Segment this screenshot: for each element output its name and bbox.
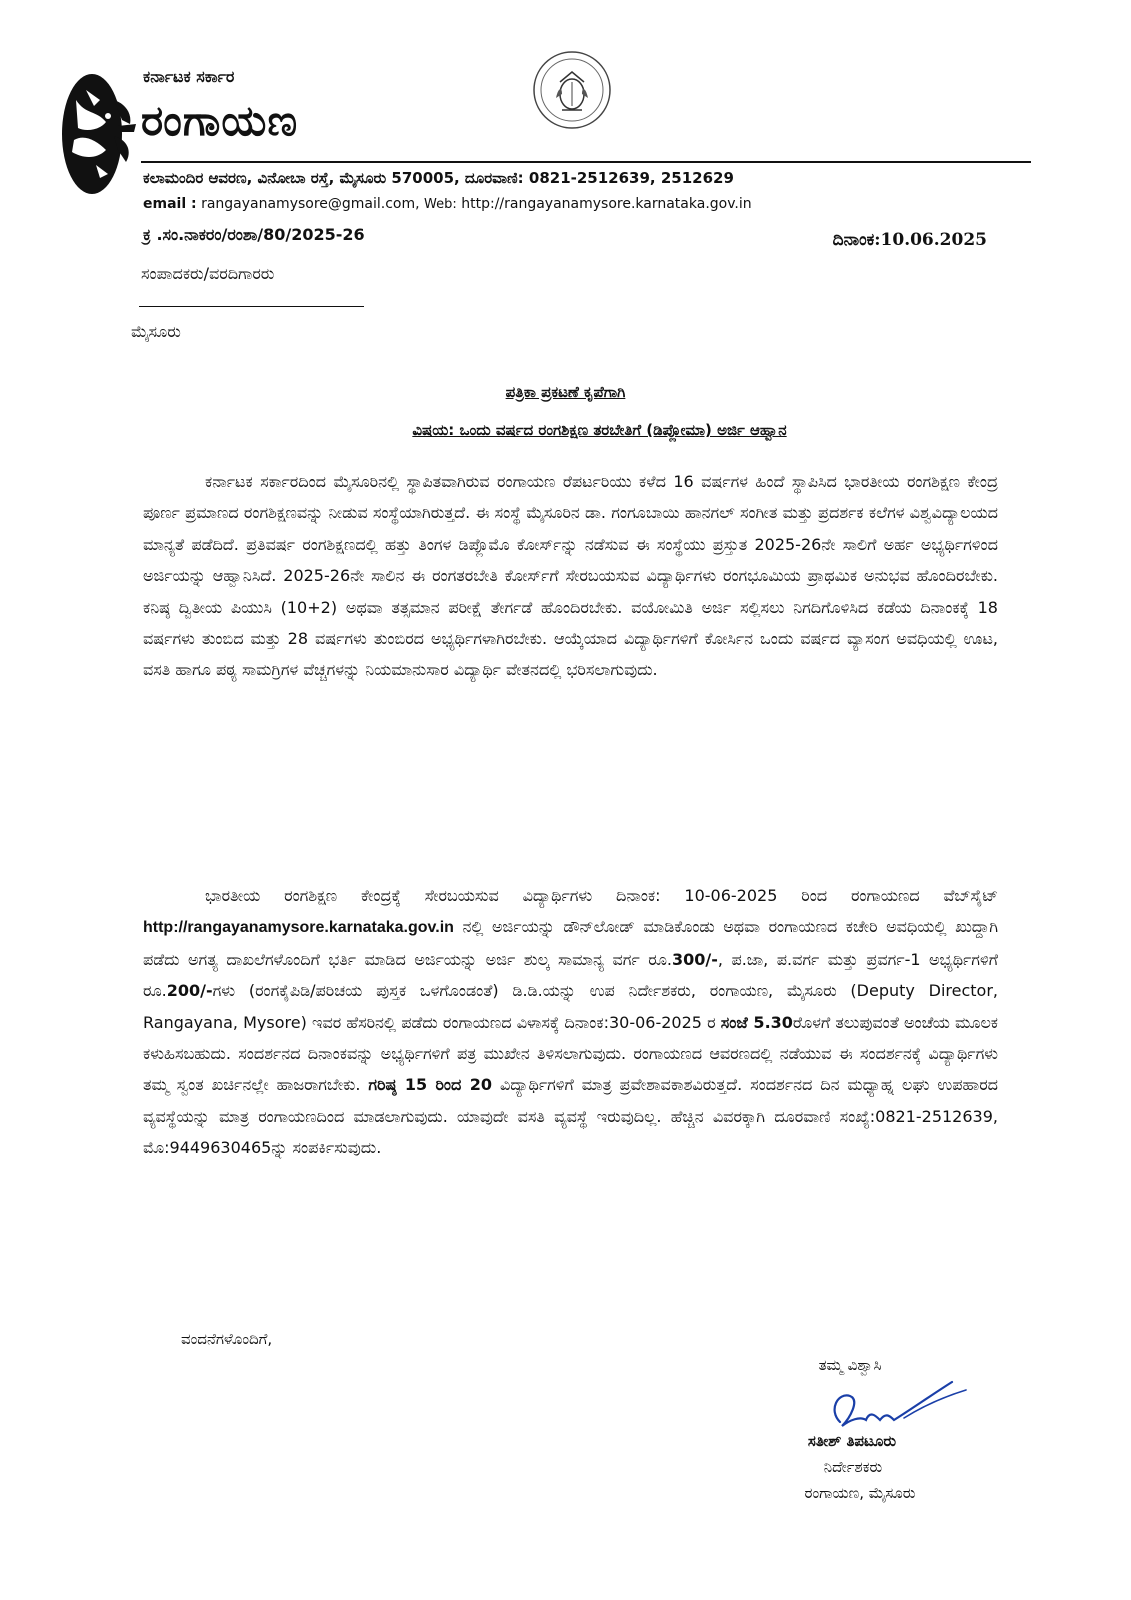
reference-number: ಕ್ರ .ಸಂ.ನಾಕರಂ/ರಂಶಾ/80/2025-26 [143, 225, 365, 244]
paragraph-2 [143, 880, 998, 1164]
p2-text-f: ವಿದ್ಯಾರ್ಥಿಗಳಿಗೆ ಮಾತ್ರ ಪ್ರವೇಶಾವಕಾಶವಿರುತ್ತದೆ. ಸಂದರ್ಶನದ ದಿನ ಮಧ್ಯಾಹ್ನ ಲಘು ಉಪಹಾರದ ವ್ಯವಸ್ಥೆಯನ್ನು ಮಾತ್ರ ರಂಗಾಯಣದಿಂದ ಮಾಡಲಾಗುವುದು. ಯಾವುದೇ ವಸತಿ ವ್ಯವಸ್ಥೆ ಇರುವುದಿಲ್ಲ. ಹೆಚ್ಚಿನ ವಿವರಕ್ಕಾಗಿ ದೂರವಾಣಿ ಸಂಖ್ಯೆ:0821-2512639, ಮೊ:9449630465ನ್ನು ಸಂಪರ್ಕಿಸುವುದು. [143, 1075, 999, 1158]
email-label: email : [143, 196, 197, 212]
p2-text-e: ರೊಳಗೆ ತಲುಪುವಂತೆ ಅಂಚೆಯ ಮೂಲಕ ಕಳುಹಿಸಬಹುದು. ಸಂದರ್ಶನದ ದಿನಾಂಕವನ್ನು ಅಭ್ಯರ್ಥಿಗಳಿಗೆ ಪತ್ರ ಮುಖೇನ ತಿಳಿಸಲಾಗುವುದು. ರಂಗಾಯಣದ ಆವರಣದಲ್ಲಿ ನಡೆಯುವ ಈ ಸಂದರ್ಶನಕ್ಕೆ ವಿದ್ಯಾರ್ಥಿಗಳು ತಮ್ಮ ಸ್ವಂತ ಖರ್ಚಿನಲ್ಲೇ ಹಾಜರಾಗಬೇಕು. [143, 1012, 999, 1095]
deadline-time: ಸಂಜೆ 5.30 [720, 1012, 793, 1032]
p2-text-a: ಭಾರತೀಯ ರಂಗಶಿಕ್ಷಣ ಕೇಂದ್ರಕ್ಕೆ ಸೇರಬಯಸುವ ವಿದ್ಯಾರ್ಥಿಗಳು ದಿನಾಂಕ: 10-06-2025 ರಿಂದ ರಂಗಾಯಣದ ವೆಬ್‌ಸೈಟ್ [205, 886, 998, 905]
p2-text-d: ಗಳು (ರಂಗಕೈಪಿಡಿ/ಪರಿಚಯ ಪುಸ್ತಕ ಒಳಗೊಂಡಂತೆ) ಡಿ.ಡಿ.ಯನ್ನು ಉಪ ನಿರ್ದೇಶಕರು, ರಂಗಾಯಣ, ಮೈಸೂರು (Deputy Director, Rangayana, Mysore) ಇವರ ಹೆಸರಿನಲ್ಲಿ ಪಡೆದು ರಂಗಾಯಣದ ವಿಳಾಸಕ್ಕೆ ದಿನಾಂಕ:30-06-2025 ರ [143, 981, 998, 1032]
email-address: rangayanamysore@gmail.com, [201, 196, 420, 212]
karnataka-seal-icon [532, 48, 612, 132]
p2-text-c: , ಪ.ಜಾ, ಪ.ವರ್ಗ ಮತ್ತು ಪ್ರವರ್ಗ-1 ಅಭ್ಯರ್ಥಿಗಳಿಗೆ ರೂ. [143, 949, 998, 1001]
signatory-name: ಸತೀಶ್ ತಿಪಟೂರು [807, 1432, 897, 1450]
recipient-blank-line [139, 306, 364, 307]
signatory-designation: ನಿರ್ದೇಶಕರು [823, 1458, 883, 1476]
subject-line: ವಿಷಯ: ಒಂದು ವರ್ಷದ ರಂಗಶಿಕ್ಷಣ ತರಬೇತಿಗೆ (ಡಿಪ್ಲೋಮಾ) ಅರ್ಜಿ ಆಹ್ವಾನ [412, 421, 787, 439]
fee-reserved: 200/- [166, 981, 213, 1001]
rangayana-logo-icon [56, 70, 138, 198]
web-address: http://rangayanamysore.karnataka.gov.in [461, 196, 752, 212]
closing-salutation: ವಂದನೆಗಳೊಂದಿಗೆ, [181, 1330, 273, 1348]
fee-general: 300/- [671, 949, 718, 969]
p2-text-b: ನಲ್ಲಿ ಅರ್ಜಿಯನ್ನು ಡೌನ್‌ಲೋಡ್ ಮಾಡಿಕೊಂಡು ಅಥವಾ ರಂಗಾಯಣದ ಕಚೇರಿ ಅವಧಿಯಲ್ಲಿ ಖುದ್ದಾಗಿ ಪಡೆದು ಅಗತ್ಯ ದಾಖಲೆಗಳೊಂದಿಗೆ ಭರ್ತಿ ಮಾಡಿದ ಅರ್ಜಿಯನ್ನು ಅರ್ಜಿ ಶುಲ್ಕ ಸಾಮಾನ್ಯ ವರ್ಗ ರೂ. [143, 917, 998, 969]
letterhead-divider [141, 161, 1031, 163]
paragraph-1: ಕರ್ನಾಟಕ ಸರ್ಕಾರದಿಂದ ಮೈಸೂರಿನಲ್ಲಿ ಸ್ಥಾಪಿತವಾಗಿರುವ ರಂಗಾಯಣ ರೆಪರ್ಟರಿಯು ಕಳೆದ 16 ವರ್ಷಗಳ ಹಿಂದೆ ಸ್ಥಾಪಿಸಿದ ಭಾರತೀಯ ರಂಗಶಿಕ್ಷಣ ಕೇಂದ್ರ ಪೂರ್ಣ ಪ್ರಮಾಣದ ರಂಗಶಿಕ್ಷಣವನ್ನು ನೀಡುವ ಸಂಸ್ಥೆಯಾಗಿರುತ್ತದೆ. ಈ ಸಂಸ್ಥೆ ಮೈಸೂರಿನ ಡಾ. ಗಂಗೂಬಾಯಿ ಹಾನಗಲ್ ಸಂಗೀತ ಮತ್ತು ಪ್ರದರ್ಶಕ ಕಲೆಗಳ ವಿಶ್ವವಿದ್ಯಾಲಯದ ಮಾನ್ಯತೆ ಪಡೆದಿದೆ. ಪ್ರತಿವರ್ಷ ರಂಗಶಿಕ್ಷಣದಲ್ಲಿ ಹತ್ತು ತಿಂಗಳ ಡಿಪ್ಲೊಮೊ ಕೋರ್ಸ್‌ನ್ನು ನಡೆಸುವ ಈ ಸಂಸ್ಥೆಯು ಪ್ರಸ್ತುತ 2025-26ನೇ ಸಾಲಿಗೆ ಅರ್ಹ ಅಭ್ಯರ್ಥಿಗಳಿಂದ ಅರ್ಜಿಯನ್ನು ಆಹ್ವಾನಿಸಿದೆ. 2025-26ನೇ ಸಾಲಿನ ಈ ರಂಗತರಬೇತಿ ಕೋರ್ಸ್‌ಗೆ ಸೇರಬಯಸುವ ವಿದ್ಯಾರ್ಥಿಗಳು ರಂಗಭೂಮಿಯ ಪ್ರಾಥಮಿಕ ಅನುಭವ ಹೊಂದಿರಬೇಕು. ಕನಿಷ್ಠ ದ್ವಿತೀಯ ಪಿಯುಸಿ (10+2) ಅಥವಾ ತತ್ಸಮಾನ ಪರೀಕ್ಷೆ ತೇರ್ಗಡೆ ಹೊಂದಿರಬೇಕು. ವಯೋಮಿತಿ ಅರ್ಜಿ ಸಲ್ಲಿಸಲು ನಿಗದಿಗೊಳಿಸಿದ ಕಡೆಯ ದಿನಾಂಕಕ್ಕೆ 18 ವರ್ಷಗಳು ತುಂಬಿದ ಮತ್ತು 28 ವರ್ಷಗಳು ತುಂಬಿರದ ಅಭ್ಯರ್ಥಿಗಳಾಗಿರಬೇಕು. ಆಯ್ಕೆಯಾದ ವಿದ್ಯಾರ್ಥಿಗಳಿಗೆ ಕೋರ್ಸಿನ ಒಂದು ವರ್ಷದ ವ್ಯಾಸಂಗ ಅವಧಿಯಲ್ಲಿ ಊಟ, ವಸತಿ ಹಾಗೂ ಪಠ್ಯ ಸಾಮಗ್ರಿಗಳ ವೆಚ್ಚಗಳನ್ನು ನಿಯಮಾನುಸಾರ ವಿದ್ಯಾರ್ಥಿ ವೇತನದಲ್ಲಿ ಭರಿಸಲಾಗುವುದು. [143, 472, 998, 680]
web-label: Web: [424, 197, 457, 212]
website-link: http://rangayanamysore.karnataka.gov.in [143, 919, 454, 937]
signature-regards: ತಮ್ಮ ವಿಶ್ವಾಸಿ [818, 1356, 882, 1374]
organization-name: ರಂಗಾಯಣ [141, 96, 299, 145]
contact-line [143, 196, 752, 212]
recipient-place: ಮೈಸೂರು [131, 322, 181, 341]
government-name: ಕರ್ನಾಟಕ ಸರ್ಕಾರ [143, 67, 235, 86]
admission-limit: ಗರಿಷ್ಠ 15 ರಿಂದ 20 [368, 1075, 493, 1095]
letter-date: ದಿನಾಂಕ:10.06.2025 [832, 230, 987, 250]
address-line: ಕಲಾಮಂದಿರ ಆವರಣ, ವಿನೋಬಾ ರಸ್ತೆ, ಮೈಸೂರು 570005, ದೂರವಾಣಿ: 0821-2512639, 2512629 [143, 169, 734, 187]
recipient: ಸಂಪಾದಕರು/ವರದಿಗಾರರು [141, 264, 275, 283]
release-title: ಪತ್ರಿಕಾ ಪ್ರಕಟಣೆ ಕೃಪೆಗಾಗಿ [505, 383, 626, 401]
signatory-office: ರಂಗಾಯಣ, ಮೈಸೂರು [804, 1484, 916, 1502]
